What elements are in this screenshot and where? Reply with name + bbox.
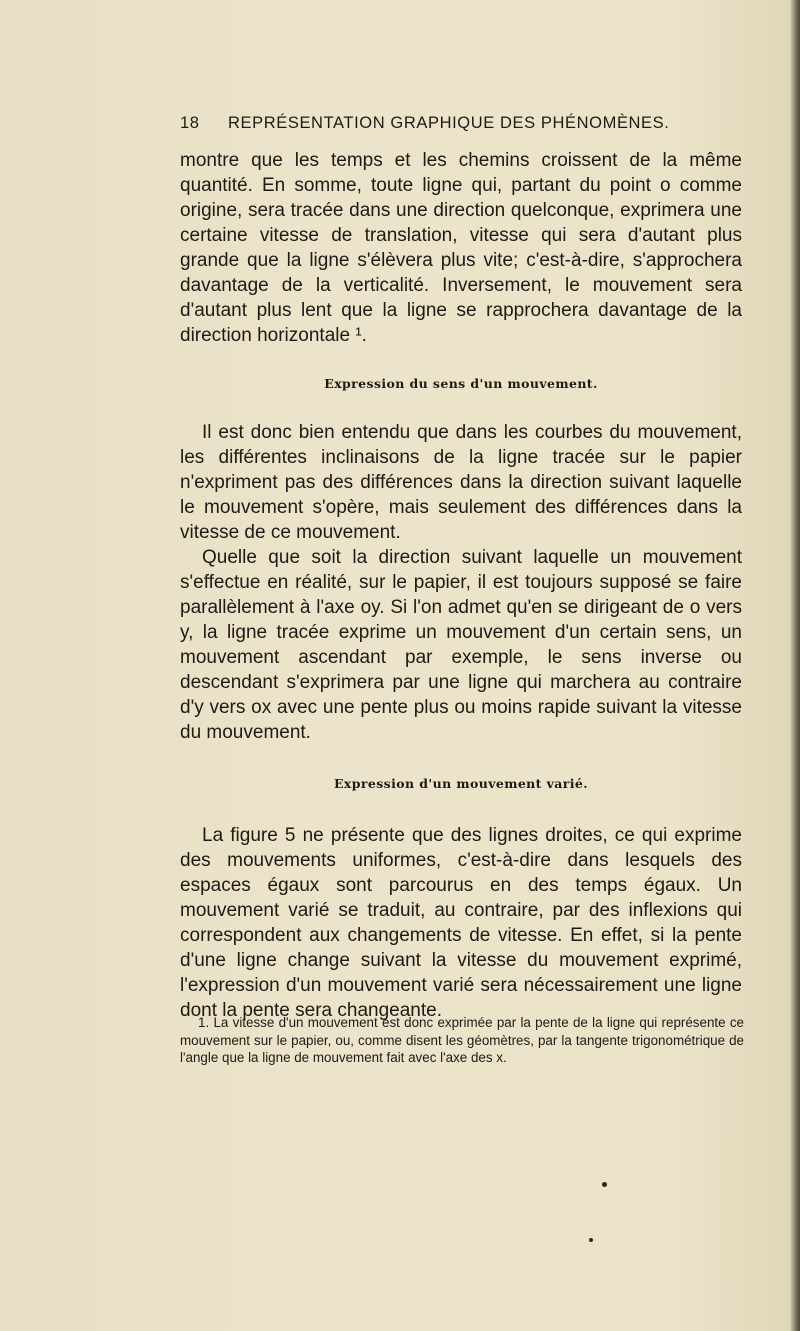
footnote-text: 1. La vitesse d'un mouvement est donc exprimée par la pente de la ligne qui représente ce mouvement sur le papier, ou, comme disent les géomètres, par la tangente trigonométrique de l'angle que la ligne de mouvement fait avec l'axe des x. [180, 1015, 744, 1065]
page-number: 18 [180, 114, 200, 132]
section-heading-sens: Expression du sens d'un mouvement. [324, 376, 598, 391]
body-text [180, 148, 742, 1023]
running-title: REPRÉSENTATION GRAPHIQUE DES PHÉNOMÈNES. [228, 114, 670, 132]
ink-speck [589, 1238, 593, 1242]
section-heading-varie: Expression d'un mouvement varié. [333, 776, 589, 791]
paragraph-2: Il est donc bien entendu que dans les courbes du mouvement, les différentes inclinaisons de la ligne tracée sur le papier n'expriment pas des différences dans la direction suivant laquelle le mouvement s'opère, mais seulement des différences dans la vitesse de ce mouvement. [180, 422, 742, 543]
paragraph-3: Quelle que soit la direction suivant laquelle un mouvement s'effectue en réalité, sur le papier, il est toujours supposé se faire parallèlement à l'axe oy. Si l'on admet qu'en se dirigeant de o vers y, la ligne tracée exprime un mouvement d'un certain sens, un mouvement ascendant par exemple, le sens inverse ou descendant s'exprimera par une ligne qui marchera au contraire d'y vers ox avec une pente plus ou moins rapide suivant la vitesse du mouvement. [180, 547, 742, 743]
footnote [180, 1014, 744, 1067]
paragraph-4: La figure 5 ne présente que des lignes droites, ce qui exprime des mouvements uniformes, c'est-à-dire dans lesquels des espaces égaux sont parcourus en des temps égaux. Un mouvement varié se traduit, au contraire, par des inflexions qui correspondent aux changements de vitesse. En effet, si la pente d'une ligne change suivant la vitesse du mouvement exprimé, l'expression d'un mouvement varié sera nécessairement une ligne dont la pente sera changeante. [180, 825, 742, 1021]
page-edge-shadow [790, 0, 800, 1331]
ink-speck [602, 1182, 607, 1187]
paragraph-1: montre que les temps et les chemins croissent de la même quantité. En somme, toute ligne qui, partant du point o comme origine, sera tracée dans une direction quelconque, exprimera une certaine vitesse de translation, vitesse qui sera d'autant plus grande que la ligne s'élèvera plus vite; c'est-à-dire, s'approchera davantage de la verticalité. Inversement, le mouvement sera d'autant plus lent que la ligne se rapprochera davantage de la direction horizontale ¹. [180, 150, 742, 346]
